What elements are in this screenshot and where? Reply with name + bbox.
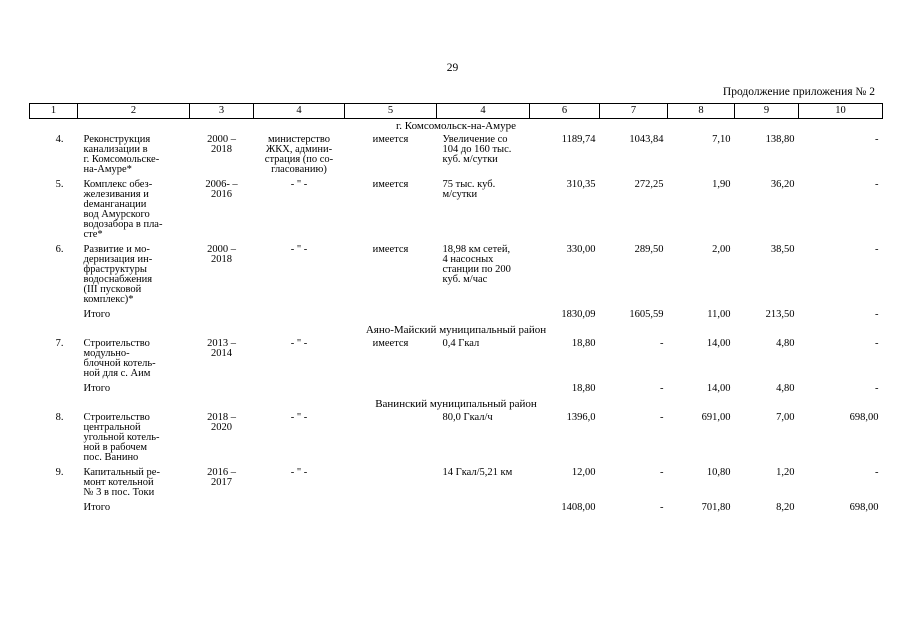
row-number: 8. bbox=[55, 412, 64, 423]
header-cell: 4 bbox=[437, 104, 530, 119]
value-col6: 1396,0 bbox=[566, 412, 596, 423]
section-title: г. Комсомольск-на-Амуре bbox=[396, 120, 516, 132]
value-col10: - bbox=[875, 134, 879, 145]
total-col6: 18,80 bbox=[571, 383, 596, 394]
period: 2000 – 2018 bbox=[207, 244, 236, 265]
project-name: Строительство центральной угольной котель- ной в рабочем пос. Ванино bbox=[83, 412, 160, 463]
value-col10: - bbox=[875, 179, 879, 190]
period: 2000 – 2018 bbox=[207, 134, 236, 155]
total-col10: - bbox=[875, 383, 879, 394]
appendix-table bbox=[29, 103, 883, 516]
value-col10: - bbox=[875, 467, 879, 478]
period: 2016 – 2017 bbox=[207, 467, 236, 488]
total-row bbox=[30, 308, 883, 323]
period: 2013 – 2014 bbox=[207, 338, 236, 359]
section-title-row bbox=[30, 119, 883, 134]
total-row bbox=[30, 501, 883, 516]
project-name: Строительство модульно- блочной котель- ной для с. Аим bbox=[83, 338, 156, 379]
row-number: 9. bbox=[55, 467, 64, 478]
project-name: Развитие и мо- дернизация ин- фраструктуры водоснабжения (III пусковой комплекс)* bbox=[83, 244, 153, 305]
value-col9: 4,80 bbox=[776, 338, 795, 349]
value-col10: 698,00 bbox=[849, 412, 879, 423]
page-number: 29 bbox=[446, 62, 459, 74]
total-col8: 701,80 bbox=[701, 502, 731, 513]
capacity: 75 тыс. куб. м/сутки bbox=[442, 179, 496, 200]
total-col6: 1408,00 bbox=[561, 502, 596, 513]
total-col8: 14,00 bbox=[706, 383, 731, 394]
docs-status bbox=[345, 466, 437, 501]
period: 2018 – 2020 bbox=[207, 412, 236, 433]
header-cell: 4 bbox=[254, 104, 345, 119]
total-col7: - bbox=[660, 383, 664, 394]
total-col10: - bbox=[875, 309, 879, 320]
value-col9: 7,00 bbox=[776, 412, 795, 423]
total-col9: 4,80 bbox=[776, 383, 795, 394]
table-row bbox=[30, 411, 883, 466]
value-col6: 12,00 bbox=[571, 467, 596, 478]
header-cell: 3 bbox=[190, 104, 254, 119]
header-cell: 10 bbox=[799, 104, 883, 119]
value-col6: 1189,74 bbox=[561, 134, 596, 145]
total-col8: 11,00 bbox=[707, 309, 731, 320]
capacity: 0,4 Гкал bbox=[442, 338, 480, 349]
table-row bbox=[30, 243, 883, 308]
total-label: Итого bbox=[83, 502, 111, 513]
total-label: Итого bbox=[83, 309, 111, 320]
row-number: 4. bbox=[55, 134, 64, 145]
total-label: Итого bbox=[83, 383, 111, 394]
row-number: 6. bbox=[55, 244, 64, 255]
section-title: Ванинский муниципальный район bbox=[375, 398, 537, 410]
total-col7: 1605,59 bbox=[629, 309, 664, 320]
value-col8: 14,00 bbox=[706, 338, 731, 349]
capacity: 80,0 Гкал/ч bbox=[442, 412, 493, 423]
value-col9: 36,20 bbox=[770, 179, 795, 190]
section-title-row bbox=[30, 323, 883, 337]
header-cell: 6 bbox=[530, 104, 600, 119]
section-title-row bbox=[30, 397, 883, 411]
value-col10: - bbox=[875, 244, 879, 255]
period: 2006- – 2016 bbox=[205, 179, 238, 200]
table-row bbox=[30, 466, 883, 501]
project-name: Реконструкция канализации в г. Комсомольске- на-Амуре* bbox=[83, 134, 160, 175]
executor: - " - bbox=[290, 338, 308, 349]
executor: - " - bbox=[290, 244, 308, 255]
value-col6: 18,80 bbox=[571, 338, 596, 349]
docs-status: имеется bbox=[372, 338, 409, 349]
total-col9: 8,20 bbox=[776, 502, 795, 513]
total-col6: 1830,09 bbox=[561, 309, 596, 320]
docs-status: имеется bbox=[372, 179, 409, 190]
header-cell: 8 bbox=[668, 104, 735, 119]
executor: министерство ЖКХ, админи- страция (по со- гласованию) bbox=[264, 134, 334, 175]
continuation-label: Продолжение приложения № 2 bbox=[722, 86, 875, 98]
header-cell: 9 bbox=[735, 104, 799, 119]
row-number: 5. bbox=[55, 179, 64, 190]
value-col8: 1,90 bbox=[712, 179, 731, 190]
docs-status: имеется bbox=[372, 134, 409, 145]
value-col8: 691,00 bbox=[701, 412, 731, 423]
total-col10: 698,00 bbox=[849, 502, 879, 513]
section-title: Аяно-Майский муниципальный район bbox=[365, 324, 547, 336]
value-col9: 1,20 bbox=[776, 467, 795, 478]
value-col7: 289,50 bbox=[634, 244, 664, 255]
value-col9: 38,50 bbox=[770, 244, 795, 255]
value-col7: - bbox=[660, 338, 664, 349]
table-row bbox=[30, 337, 883, 382]
total-col7: - bbox=[660, 502, 664, 513]
executor: - " - bbox=[290, 412, 308, 423]
value-col7: 1043,84 bbox=[629, 134, 664, 145]
value-col7: - bbox=[660, 412, 664, 423]
value-col7: 272,25 bbox=[634, 179, 664, 190]
total-row bbox=[30, 382, 883, 397]
value-col8: 10,80 bbox=[706, 467, 731, 478]
capacity: Увеличение со 104 до 160 тыс. куб. м/сутки bbox=[442, 134, 512, 165]
total-col9: 213,50 bbox=[765, 309, 795, 320]
table-row bbox=[30, 133, 883, 178]
docs-status bbox=[345, 411, 437, 466]
table-row bbox=[30, 178, 883, 243]
executor: - " - bbox=[290, 179, 308, 190]
header-cell: 5 bbox=[345, 104, 437, 119]
docs-status: имеется bbox=[372, 244, 409, 255]
value-col10: - bbox=[875, 338, 879, 349]
value-col8: 2,00 bbox=[712, 244, 731, 255]
value-col6: 330,00 bbox=[566, 244, 596, 255]
capacity: 14 Гкал/5,21 км bbox=[442, 467, 513, 478]
value-col7: - bbox=[660, 467, 664, 478]
value-col6: 310,35 bbox=[566, 179, 596, 190]
header-row bbox=[30, 104, 883, 119]
executor: - " - bbox=[290, 467, 308, 478]
header-cell: 2 bbox=[78, 104, 190, 119]
row-number: 7. bbox=[55, 338, 64, 349]
header-cell: 1 bbox=[30, 104, 78, 119]
capacity: 18,98 км сетей, 4 насосных станции по 200 куб. м/час bbox=[442, 244, 511, 285]
header-cell: 7 bbox=[600, 104, 668, 119]
project-name: Капитальный ре- монт котельной № 3 в пос. Токи bbox=[83, 467, 160, 498]
project-name: Комплекс обез- железивания и dеманганации вод Амурского водозабора в пла- сте* bbox=[83, 179, 163, 240]
value-col9: 138,80 bbox=[765, 134, 795, 145]
value-col8: 7,10 bbox=[712, 134, 731, 145]
